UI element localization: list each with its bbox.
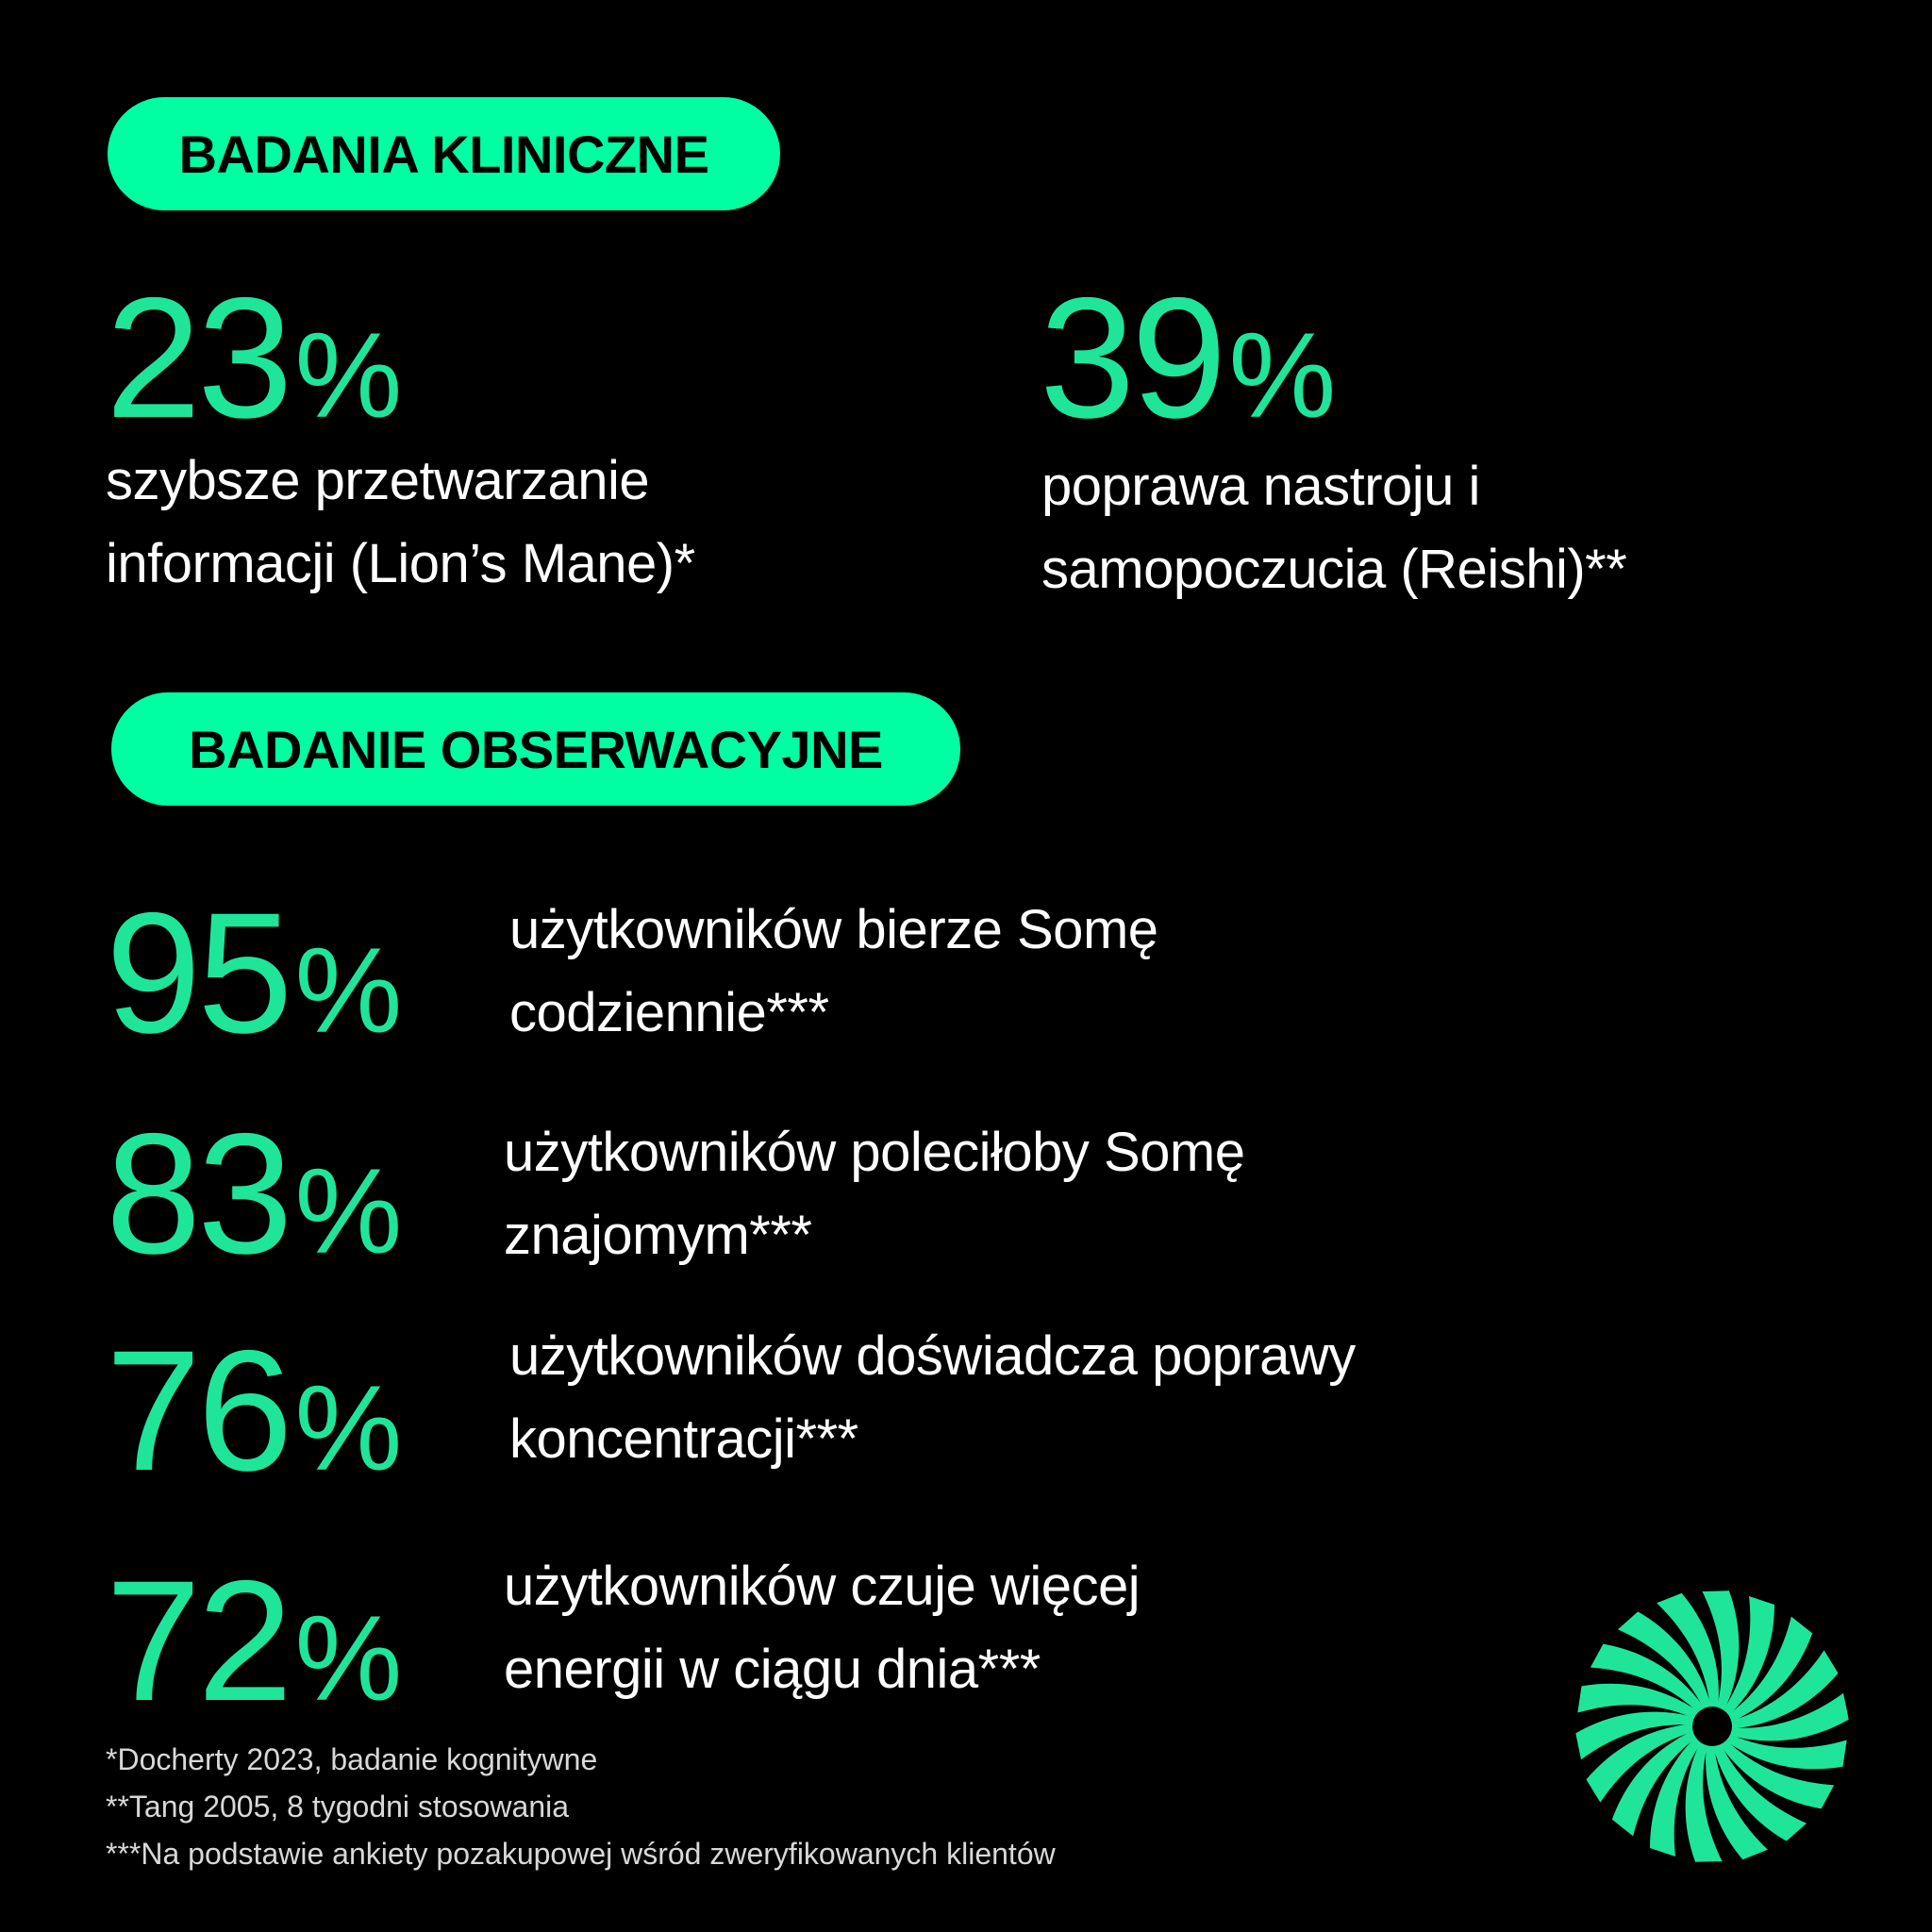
footnote-1: *Docherty 2023, badanie kognitywne	[106, 1742, 598, 1776]
stat-95-description: użytkowników bierze Somę codziennie***	[509, 899, 1158, 1043]
stat-23-description: szybsze przetwarzanie informacji (Lion’s Mane)*	[106, 450, 695, 594]
stat-83-value: 83%	[106, 1097, 403, 1290]
footnote-2: **Tang 2005, 8 tygodni stosowania	[106, 1790, 570, 1824]
observational-heading: BADANIE OBSERWACYJNE	[189, 719, 883, 779]
stat-95-value: 95%	[106, 876, 403, 1069]
stat-76-description: użytkowników doświadcza poprawy koncentracji***	[509, 1325, 1356, 1470]
stat-39-description: poprawa nastroju i samopoczucia (Reishi)**	[1041, 456, 1627, 600]
stat-72-description: użytkowników czuje więcej energii w ciągu dnia***	[504, 1556, 1141, 1700]
stat-83-description: użytkowników poleciłoby Somę znajomym***	[504, 1122, 1245, 1266]
footnote-3: ***Na podstawie ankiety pozakupowej wśród zweryfikowanych klientów	[106, 1837, 1056, 1871]
stat-23-value: 23%	[106, 261, 403, 454]
stat-39-value: 39%	[1040, 261, 1337, 454]
stat-76-value: 76%	[106, 1314, 403, 1507]
clinical-heading-pill	[108, 97, 780, 210]
stat-72-value: 72%	[106, 1544, 403, 1737]
swirl-logo-icon	[1571, 1585, 1854, 1868]
observational-heading-pill	[111, 692, 960, 806]
clinical-heading: BADANIA KLINICZNE	[178, 124, 709, 184]
